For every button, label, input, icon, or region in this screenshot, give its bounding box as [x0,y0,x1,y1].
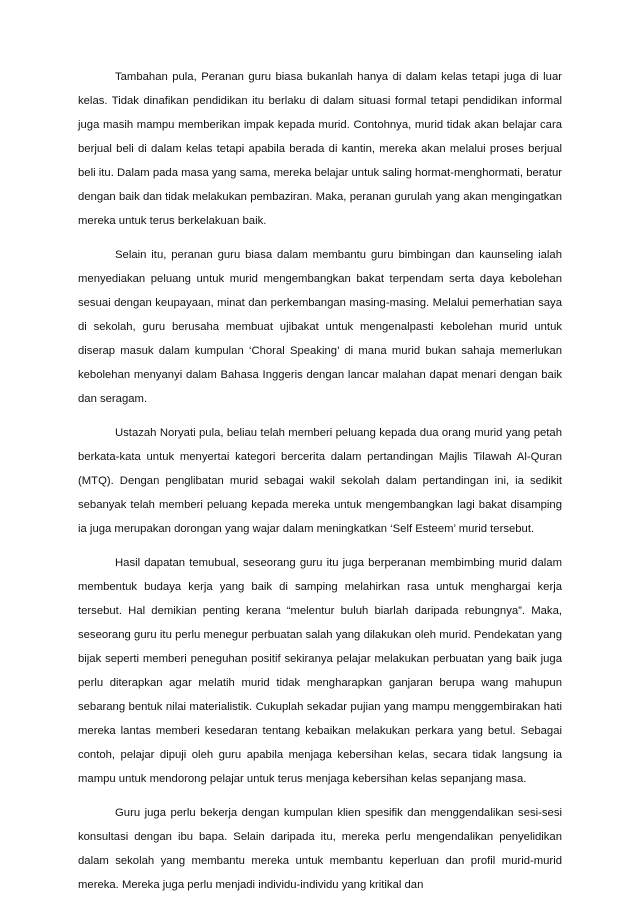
document-page [78,65,562,907]
paragraph-2: Selain itu, peranan guru biasa dalam membantu guru bimbingan dan kaunseling ialah menyediakan peluang untuk murid mengembangkan bakat terpendam serta daya kebolehan sesuai dengan keupayaan, minat dan perkembangan masing-masing. Melalui pemerhatian saya di sekolah, guru berusaha membuat ujibakat untuk mengenalpasti kebolehan murid untuk diserap masuk dalam kumpulan ‘Choral Speaking’ di mana murid bukan sahaja memerlukan kebolehan menyanyi dalam Bahasa Inggeris dengan lancar malahan dapat menari dengan baik dan seragam. [78,249,562,405]
paragraph-4: Hasil dapatan temubual, seseorang guru itu juga berperanan membimbing murid dalam membentuk budaya kerja yang baik di samping melahirkan rasa untuk menghargai kerja tersebut. Hal demikian penting kerana “melentur buluh biarlah daripada rebungnya”. Maka, seseorang guru itu perlu menegur perbuatan salah yang dilakukan oleh murid. Pendekatan yang bijak seperti memberi peneguhan positif sekiranya pelajar melakukan perbuatan yang baik juga perlu diterapkan agar melatih murid tidak mengharapkan ganjaran berupa wang mahupun sebarang bentuk nilai materialistik. Cukuplah sekadar pujian yang mampu menggembirakan hati mereka lantas memberi kesedaran tentang kebaikan melakukan perkara yang betul. Sebagai contoh, pelajar dipuji oleh guru apabila menjaga kebersihan kelas, secara tidak langsung ia mampu untuk mendorong pelajar untuk terus menjaga kebersihan kelas sepanjang masa. [78,557,562,785]
paragraph-3: Ustazah Noryati pula, beliau telah memberi peluang kepada dua orang murid yang petah berkata-kata untuk menyertai kategori bercerita dalam pertandingan Majlis Tilawah Al-Quran (MTQ). Dengan penglibatan murid sebagai wakil sekolah dalam pertandingan ini, ia sedikit sebanyak telah memberi peluang kepada mereka untuk mengembangkan lagi bakat disamping ia juga merupakan dorongan yang wajar dalam meningkatkan ‘Self Esteem’ murid tersebut. [78,427,562,535]
paragraph-5: Guru juga perlu bekerja dengan kumpulan klien spesifik dan menggendalikan sesi-sesi konsultasi dengan ibu bapa. Selain daripada itu, mereka perlu mengendalikan penyelidikan dalam sekolah yang membantu mereka untuk membantu keperluan dan profil murid-murid mereka. Mereka juga perlu menjadi individu-individu yang kritikal dan [78,807,562,891]
paragraph-1: Tambahan pula, Peranan guru biasa bukanlah hanya di dalam kelas tetapi juga di luar kelas. Tidak dinafikan pendidikan itu berlaku di dalam situasi formal tetapi pendidikan informal juga masih mampu memberikan impak kepada murid. Contohnya, murid tidak akan belajar cara berjual beli di dalam kelas tetapi apabila berada di kantin, mereka akan melalui proses berjual beli itu. Dalam pada masa yang sama, mereka belajar untuk saling hormat-menghormati, beratur dengan baik dan tidak melakukan pembaziran. Maka, peranan gurulah yang akan mengingatkan mereka untuk terus berkelakuan baik. [78,71,562,227]
